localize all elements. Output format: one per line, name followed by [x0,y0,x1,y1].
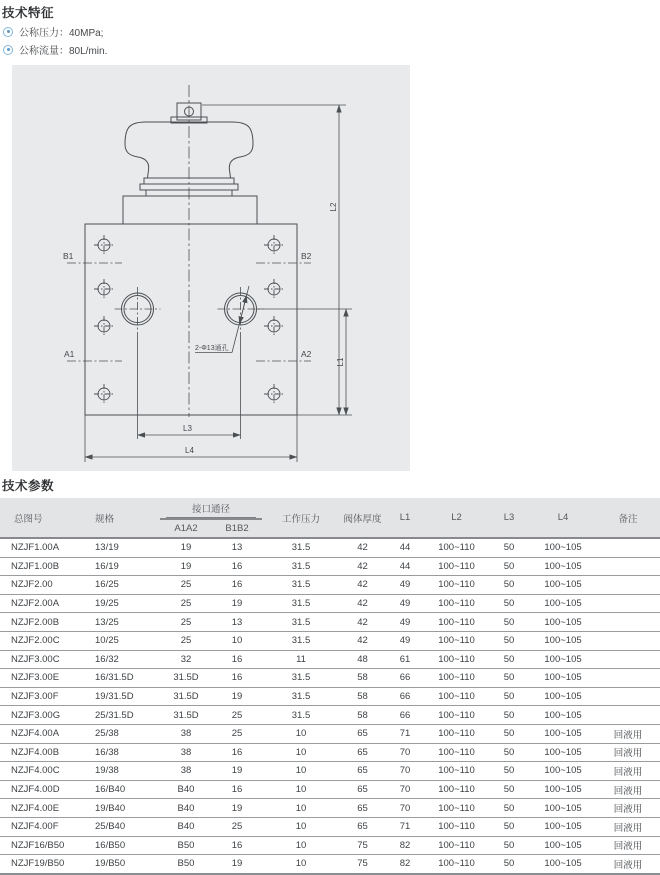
table-row [0,836,660,855]
table-row [0,780,660,799]
table-cell: 61 [385,650,425,669]
table-cell: NZJF4.00A [0,724,88,743]
table-cell: 19/25 [88,594,160,613]
table-row [0,538,660,557]
table-cell: 100~105 [530,631,596,650]
main-body [85,224,297,415]
table-cell: 回液用 [596,743,660,762]
table-cell: 65 [340,780,385,799]
table-cell: 19 [212,687,262,706]
table-cell: 16/32 [88,650,160,669]
table-cell: 42 [340,576,385,595]
table-cell: 42 [340,557,385,576]
header-working-pressure: 工作压力 [262,498,340,538]
table-cell: NZJF3.00G [0,706,88,725]
table-cell: 58 [340,706,385,725]
table-cell: 100~110 [425,724,488,743]
table-cell: 44 [385,557,425,576]
table-cell: 13/19 [88,538,160,557]
table-cell: 25 [212,817,262,836]
table-cell: 100~105 [530,799,596,818]
table-cell: 25 [160,576,212,595]
table-cell: 25 [212,706,262,725]
table-cell: 16 [212,557,262,576]
table-cell: 25 [160,613,212,632]
table-cell: 100~105 [530,576,596,595]
table-row [0,557,660,576]
table-cell: 100~110 [425,817,488,836]
table-row [0,594,660,613]
table-row [0,650,660,669]
dim-label-l1: L1 [336,357,345,367]
table-cell: 65 [340,799,385,818]
table-cell: 10 [262,799,340,818]
table-cell: 10 [262,836,340,855]
table-cell: 25 [212,724,262,743]
table-cell: 49 [385,631,425,650]
table-cell: 10 [262,855,340,874]
table-cell: 回液用 [596,724,660,743]
table-cell: 49 [385,613,425,632]
table-cell: 31.5 [262,538,340,557]
table-cell: 42 [340,594,385,613]
table-cell: NZJF4.00E [0,799,88,818]
table-cell: 16 [212,650,262,669]
table-cell: 19 [212,762,262,781]
table-row [0,762,660,781]
header-drawing-no: 总图号 [0,498,88,538]
table-row [0,687,660,706]
table-cell: 50 [488,762,530,781]
upper-body [123,196,257,224]
table-cell: 65 [340,743,385,762]
table-cell: 25/31.5D [88,706,160,725]
table-cell: 50 [488,538,530,557]
table-cell: NZJF3.00F [0,687,88,706]
table-cell: 100~110 [425,538,488,557]
table-cell: 25/B40 [88,817,160,836]
table-cell: 31.5 [262,706,340,725]
table-cell: 16/25 [88,576,160,595]
header-spec: 规格 [88,498,160,538]
header-b1b2: B1B2 [212,519,262,538]
table-cell: 82 [385,836,425,855]
table-cell: 100~105 [530,538,596,557]
table-cell [596,631,660,650]
table-cell: 100~105 [530,743,596,762]
table-cell: 44 [385,538,425,557]
table-cell: 100~110 [425,706,488,725]
header-l3: L3 [488,498,530,538]
header-a1a2: A1A2 [160,519,212,538]
bullet-nominal-pressure [3,24,103,39]
table-cell [596,538,660,557]
table-cell: 10 [262,780,340,799]
table-cell: NZJF2.00C [0,631,88,650]
table-cell: 11 [262,650,340,669]
table-cell: 65 [340,817,385,836]
table-cell: 100~110 [425,594,488,613]
table-cell: 10 [262,743,340,762]
table-cell: 回液用 [596,780,660,799]
table-row [0,743,660,762]
table-cell: 回液用 [596,836,660,855]
table-cell: B50 [160,836,212,855]
table-cell: 16/31.5D [88,669,160,688]
table-cell: 100~110 [425,576,488,595]
table-cell: 31.5 [262,576,340,595]
table-cell: 100~105 [530,762,596,781]
table-row [0,613,660,632]
table-cell: 50 [488,817,530,836]
table-cell [596,669,660,688]
table-cell: 16/19 [88,557,160,576]
table-cell: B40 [160,799,212,818]
table-cell: 100~105 [530,836,596,855]
table-cell: 100~110 [425,650,488,669]
params-section-title: 技术参数 [2,479,55,493]
table-cell: 100~110 [425,557,488,576]
table-cell: 66 [385,669,425,688]
table-cell [596,576,660,595]
table-cell: 25/38 [88,724,160,743]
dim-label-l4: L4 [185,446,194,455]
table-cell: B50 [160,855,212,874]
nominal-pressure-text: 公称压力：40MPa; [19,28,104,39]
table-cell: 100~105 [530,780,596,799]
table-cell: NZJF16/B50 [0,836,88,855]
table-cell: 100~105 [530,557,596,576]
nominal-flow-text: 公称流量：80L/min. [19,46,108,57]
table-cell: 16 [212,576,262,595]
table-cell: 38 [160,724,212,743]
table-cell: 100~105 [530,706,596,725]
table-cell: NZJF19/B50 [0,855,88,874]
table-cell: 50 [488,687,530,706]
table-cell: 100~110 [425,855,488,874]
table-cell: 10 [212,631,262,650]
table-cell: 65 [340,724,385,743]
table-cell: 19/38 [88,762,160,781]
table-cell: 50 [488,855,530,874]
table-row [0,724,660,743]
table-cell: 16 [212,669,262,688]
table-cell: 38 [160,743,212,762]
table-cell: 16 [212,743,262,762]
table-cell: 50 [488,631,530,650]
bullet-nominal-flow [3,42,107,57]
table-cell: 71 [385,724,425,743]
table-cell: 100~110 [425,799,488,818]
table-cell: 70 [385,799,425,818]
table-row [0,631,660,650]
table-cell: 100~110 [425,836,488,855]
table-cell: 100~105 [530,650,596,669]
table-cell: 100~105 [530,669,596,688]
leader-note-text: 2-Φ13通孔 [195,345,229,352]
table-cell: 13/25 [88,613,160,632]
table-cell: 31.5 [262,594,340,613]
table-cell: 42 [340,538,385,557]
table-cell: NZJF4.00D [0,780,88,799]
table-cell: 16/B40 [88,780,160,799]
table-cell: 71 [385,817,425,836]
table-cell: NZJF4.00C [0,762,88,781]
table-cell: 19 [212,799,262,818]
table-cell: 50 [488,724,530,743]
table-cell: NZJF3.00E [0,669,88,688]
table-cell: 50 [488,706,530,725]
table-row [0,855,660,874]
table-cell: 66 [385,687,425,706]
table-cell: 31.5 [262,613,340,632]
table-cell: 75 [340,855,385,874]
table-cell: 58 [340,669,385,688]
table-cell: 25 [160,594,212,613]
table-cell: 100~105 [530,594,596,613]
table-cell [596,706,660,725]
table-cell: 16/38 [88,743,160,762]
table-cell: 48 [340,650,385,669]
port-label-b1: B1 [63,251,74,261]
table-cell [596,650,660,669]
dim-label-l2: L2 [329,202,338,212]
table-cell: 16 [212,836,262,855]
table-cell: 50 [488,799,530,818]
table-cell: 50 [488,780,530,799]
table-cell: 19/B40 [88,799,160,818]
table-cell: 49 [385,594,425,613]
table-cell: NZJF4.00F [0,817,88,836]
table-cell: 100~105 [530,817,596,836]
table-cell: 31.5D [160,687,212,706]
table-cell: 16/B50 [88,836,160,855]
table-cell: 50 [488,650,530,669]
table-cell: 50 [488,594,530,613]
table-cell: 25 [160,631,212,650]
table-cell [596,557,660,576]
table-cell: 100~105 [530,687,596,706]
table-cell: 42 [340,613,385,632]
table-cell: 50 [488,613,530,632]
table-row [0,669,660,688]
technical-parameters-table [0,498,660,875]
table-cell: 49 [385,576,425,595]
table-cell: NZJF2.00B [0,613,88,632]
table-cell: 100~110 [425,762,488,781]
features-section-title: 技术特征 [2,6,55,20]
table-row [0,706,660,725]
table-cell: 50 [488,576,530,595]
table-cell: 100~110 [425,631,488,650]
table-cell: 82 [385,855,425,874]
table-row [0,576,660,595]
table-cell: 70 [385,780,425,799]
table-cell: 回液用 [596,762,660,781]
table-cell [596,594,660,613]
table-cell: 31.5 [262,557,340,576]
table-row [0,799,660,818]
header-remark: 备注 [596,498,660,538]
table-cell: 100~110 [425,669,488,688]
table-body [0,538,660,874]
table-cell: 13 [212,613,262,632]
table-cell: NZJF1.00A [0,538,88,557]
table-cell: 100~110 [425,780,488,799]
table-cell: B40 [160,817,212,836]
header-l4: L4 [530,498,596,538]
header-l2: L2 [425,498,488,538]
table-header [0,498,660,538]
table-cell: 100~105 [530,613,596,632]
table-cell: 10 [262,724,340,743]
bullet-circle-icon [3,45,13,55]
table-cell: 19/B50 [88,855,160,874]
table-cell: 75 [340,836,385,855]
table-cell: 50 [488,836,530,855]
table-cell: 42 [340,631,385,650]
table-cell: 100~110 [425,743,488,762]
table-cell: 70 [385,762,425,781]
table-cell: 50 [488,557,530,576]
bullet-circle-icon [3,27,13,37]
table-row [0,817,660,836]
table-cell: 13 [212,538,262,557]
table-cell: 19 [160,557,212,576]
table-cell: 100~110 [425,613,488,632]
table-cell: NZJF1.00B [0,557,88,576]
table-cell: B40 [160,780,212,799]
table-cell: 31.5D [160,706,212,725]
table-cell: NZJF4.00B [0,743,88,762]
table-cell: NZJF2.00A [0,594,88,613]
table-cell: 10 [262,817,340,836]
table-cell: 100~105 [530,724,596,743]
dim-label-l3: L3 [183,424,192,433]
table-cell: 50 [488,743,530,762]
table-cell: 66 [385,706,425,725]
table-cell: 100~105 [530,855,596,874]
table-cell: 32 [160,650,212,669]
header-port-diameter-group: 接口通径 [160,498,262,519]
table-cell: 65 [340,762,385,781]
table-cell: 10 [262,762,340,781]
table-cell: 100~110 [425,687,488,706]
port-label-a1: A1 [64,349,75,359]
table-cell: NZJF3.00C [0,650,88,669]
header-body-thickness: 阀体厚度 [340,498,385,538]
table-cell: 31.5D [160,669,212,688]
valve-drawing-svg [12,65,410,471]
table-cell: 回液用 [596,855,660,874]
table-cell: 16 [212,780,262,799]
port-label-a2: A2 [301,349,312,359]
table-cell: 50 [488,669,530,688]
table-cell: 10/25 [88,631,160,650]
table-cell: 58 [340,687,385,706]
table-cell [596,687,660,706]
table-cell: 19 [160,538,212,557]
valve-dimension-drawing-panel [12,65,410,471]
table-cell: 19/31.5D [88,687,160,706]
table-cell: NZJF2.00 [0,576,88,595]
table-cell: 回液用 [596,799,660,818]
table-cell: 38 [160,762,212,781]
table-cell: 31.5 [262,687,340,706]
table-cell: 19 [212,855,262,874]
port-label-b2: B2 [301,251,312,261]
table-cell: 70 [385,743,425,762]
header-l1: L1 [385,498,425,538]
table-cell: 31.5 [262,669,340,688]
table-cell [596,613,660,632]
table-cell: 19 [212,594,262,613]
extension-lines [85,105,352,462]
table-cell: 31.5 [262,631,340,650]
table-cell: 回液用 [596,817,660,836]
